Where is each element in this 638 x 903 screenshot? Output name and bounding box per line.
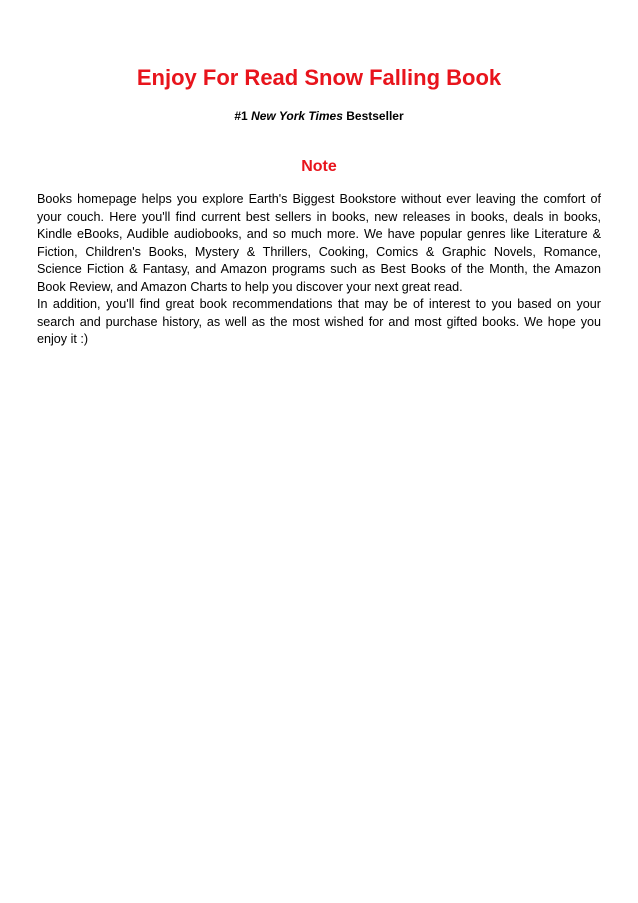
note-heading: Note (301, 158, 337, 175)
subtitle-label: Bestseller (346, 109, 404, 123)
note-paragraph-2: In addition, you'll find great book recommendations that may be of interest to you based on your search and purchase history, as well as the most wished for and most gifted books. We hope you enjoy it :) (37, 297, 601, 346)
note-body (37, 191, 601, 349)
subtitle-rank: #1 (234, 109, 248, 123)
note-paragraph-1: Books homepage helps you explore Earth's Biggest Bookstore without ever leaving the comfort of your couch. Here you'll find current best sellers in books, new releases in books, deals in books, Kindle eBooks, Audible audiobooks, and so much more. We have popular genres like Literature & Fiction, Children's Books, Mystery & Thrillers, Cooking, Comics & Graphic Novels, Romance, Science Fiction & Fantasy, and Amazon programs such as Best Books of the Month, the Amazon Book Review, and Amazon Charts to help you discover your next great read. (37, 192, 601, 294)
document-subtitle (0, 108, 638, 124)
subtitle-publication: New York Times (251, 109, 343, 123)
document-title: Enjoy For Read Snow Falling Book (136, 65, 502, 90)
